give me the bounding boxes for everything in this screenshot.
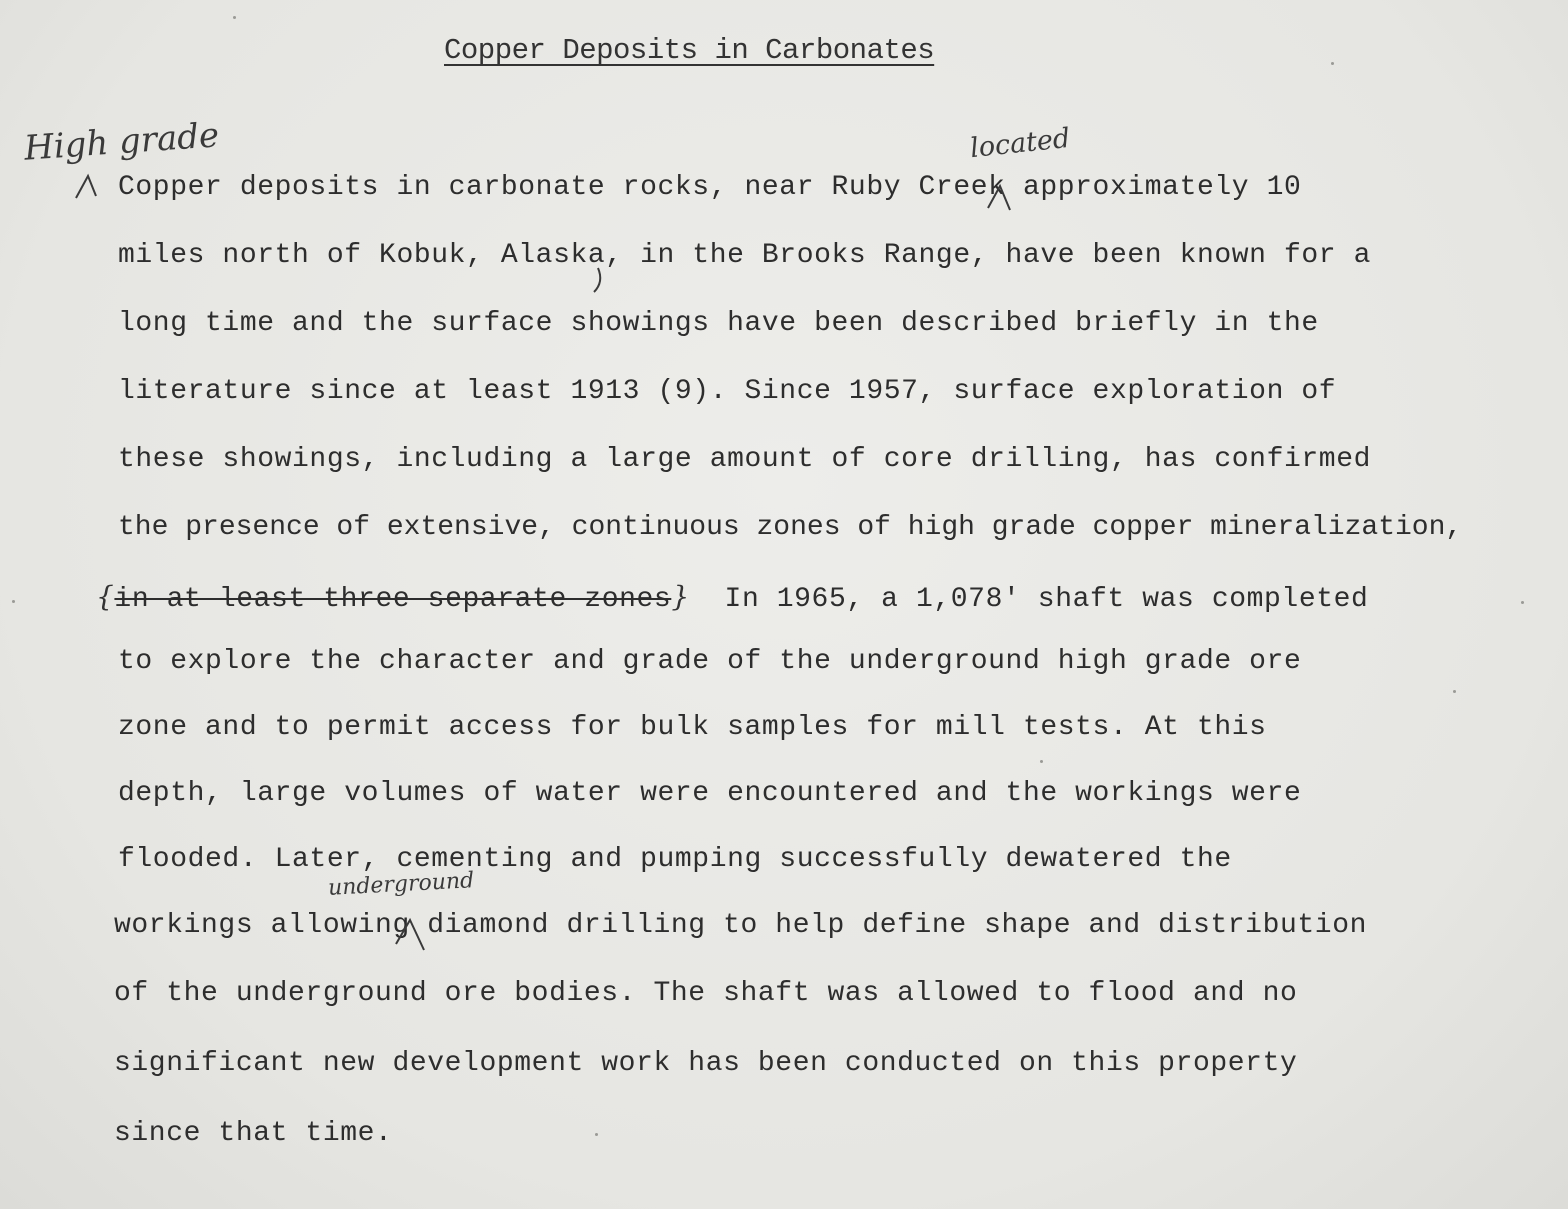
body-line-3: long time and the surface showings have been described briefly in the <box>118 308 1319 339</box>
body-line-5: these showings, including a large amount of core drilling, has confirmed <box>118 444 1371 475</box>
handwritten-insert-underground: underground <box>327 868 475 901</box>
document-title: Copper Deposits in Carbonates <box>444 34 935 67</box>
edit-bracket-open: { <box>96 580 115 613</box>
body-line-1: Copper deposits in carbonate rocks, near Ruby Creek approximately 10 <box>118 172 1302 203</box>
body-line-6: the presence of extensive, continuous zones of high grade copper mineralization, <box>118 512 1463 543</box>
caret-mark-1 <box>76 176 96 198</box>
body-line-9: zone and to permit access for bulk samples for mill tests. At this <box>118 712 1267 743</box>
caret-mark-3 <box>396 920 424 950</box>
body-line-15: since that time. <box>114 1118 393 1149</box>
struck-phrase: in at least three separate zones <box>114 584 672 615</box>
body-line-13: of the underground ore bodies. The shaft was allowed to flood and no <box>114 978 1298 1009</box>
body-line-14: significant new development work has been conducted on this property <box>114 1048 1298 1079</box>
edit-bracket-close: } <box>671 580 690 613</box>
handwritten-insert-located: located <box>968 122 1072 165</box>
body-line-7-text: In 1965, a 1,078' shaft was completed <box>724 584 1369 615</box>
body-line-2: miles north of Kobuk, Alaska, in the Brooks Range, have been known for a <box>118 240 1371 271</box>
body-line-10: depth, large volumes of water were encountered and the workings were <box>118 778 1302 809</box>
body-line-12: workings allowing diamond drilling to help define shape and distribution <box>114 910 1367 941</box>
body-line-11: flooded. Later, cementing and pumping successfully dewatered the <box>118 844 1232 875</box>
comma-insert-mark <box>594 268 600 292</box>
body-line-4: literature since at least 1913 (9). Since 1957, surface exploration of <box>118 376 1337 407</box>
caret-mark-2 <box>988 186 1010 210</box>
handwritten-insert-high-grade: High grade <box>22 115 221 169</box>
body-line-8: to explore the character and grade of the underground high grade ore <box>118 646 1302 677</box>
